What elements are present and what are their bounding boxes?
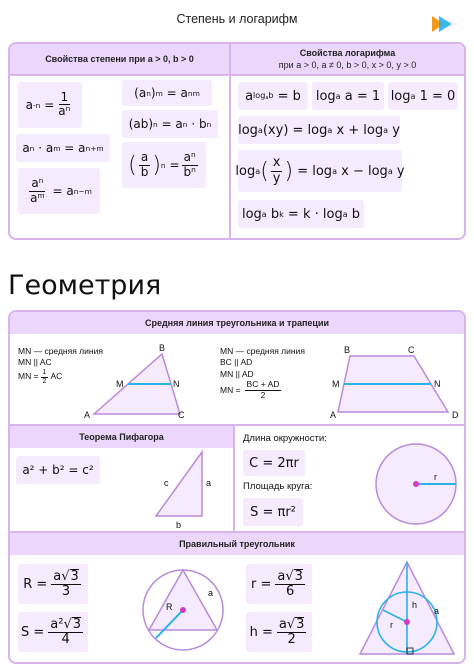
svg-text:r: r (434, 472, 437, 482)
midline-heading: Средняя линия треугольника и трапеции (10, 312, 464, 334)
log-identity: a $\log_ab$ = b (238, 82, 308, 110)
formula-multiply-powers: a n · a m = a n+m (16, 134, 110, 162)
powers-heading: Свойства степени при a > 0, b > 0 (10, 44, 229, 74)
midline-triangle-text: MN — средняя линия MN || AC MN = $\frac{1}{2}$ AC (18, 346, 103, 385)
logs-heading (231, 44, 464, 74)
page-title: Степень и логарифм (176, 12, 298, 26)
svg-text:M: M (332, 379, 340, 389)
svg-text:a: a (208, 588, 214, 598)
pythagoras-formula: a² + b² = c² (16, 456, 100, 484)
svg-text:N: N (173, 379, 180, 389)
formula-fraction-power: ( $\frac{a}{b}$ ) n = $\frac{a^n}{b^n}$ (122, 142, 206, 188)
equilateral-heading: Правильный треугольник (10, 533, 464, 555)
svg-text:a: a (434, 606, 440, 616)
log-of-one: log a 1 = 0 (388, 82, 458, 110)
circle-length-formula: C = 2πr (243, 450, 305, 476)
svg-text:A: A (330, 410, 337, 420)
right-triangle-diagram (150, 448, 220, 530)
svg-text:a: a (206, 478, 212, 488)
svg-text:B: B (159, 343, 166, 353)
area-formula: S = $\frac{\text{a²√3}}{4}$ (18, 612, 88, 652)
logs-heading-line1: Свойства логарифма (299, 48, 396, 58)
formula-divide-powers: $\frac{a^n}{a^m}$ = a n−m (18, 168, 100, 214)
section-vdivider (233, 426, 235, 532)
svg-text:c: c (164, 478, 169, 488)
log-product: log a (xy) = log a x + log a y (238, 116, 400, 144)
svg-text:D: D (452, 410, 459, 420)
circumscribed-triangle-diagram (136, 558, 232, 658)
svg-text:A: A (84, 410, 91, 420)
circle-area-formula: S = πr² (243, 498, 303, 526)
pythagoras-heading: Теорема Пифагора (10, 426, 233, 448)
midline-trapezoid-diagram (328, 342, 464, 422)
inscribed-triangle-diagram (352, 556, 462, 662)
formula-power-product: (ab) n = a n · b n (122, 110, 218, 138)
circle-area-label: Площадь круга: (243, 481, 313, 492)
svg-text:M: M (116, 379, 124, 389)
logs-heading-line2: при a > 0, a ≠ 0, b > 0, x > 0, y > 0 (278, 60, 417, 70)
circle-length-label: Длина окружности: (243, 433, 327, 444)
svg-text:N: N (434, 379, 441, 389)
svg-text:C: C (408, 345, 415, 355)
midline-triangle-diagram (80, 342, 200, 422)
svg-text:B: B (344, 345, 351, 355)
circumradius-formula: R = $\frac{a√3}{3}$ (18, 564, 88, 604)
circle-diagram (370, 438, 462, 530)
log-power: log a b k = k · log a b (238, 200, 364, 228)
midline-trapezoid-text: MN — средняя линия BC || AD MN || AD MN = $\frac{BC + AD}{2}$ (220, 346, 305, 400)
svg-text:C: C (178, 410, 185, 420)
inradius-formula: r = $\frac{a√3}{6}$ (246, 564, 312, 604)
svg-text:r: r (390, 620, 393, 630)
formula-power-of-power: (a n ) m = a nm (122, 80, 212, 106)
log-base-equals-one: log a a = 1 (312, 82, 384, 110)
svg-text:h: h (412, 600, 418, 610)
header-divider (10, 74, 464, 76)
svg-text:R: R (166, 602, 173, 612)
log-quotient: log a ( $\frac{x}{y}$ ) = log a x − log a y (238, 150, 402, 192)
logo-icon (430, 14, 454, 34)
height-formula: h = $\frac{a√3}{2}$ (246, 612, 312, 652)
formula-negative-power: a -n = $\frac{1}{a^n}$ (18, 82, 82, 128)
svg-text:b: b (176, 520, 182, 530)
geometry-title: Геометрия (8, 270, 162, 301)
